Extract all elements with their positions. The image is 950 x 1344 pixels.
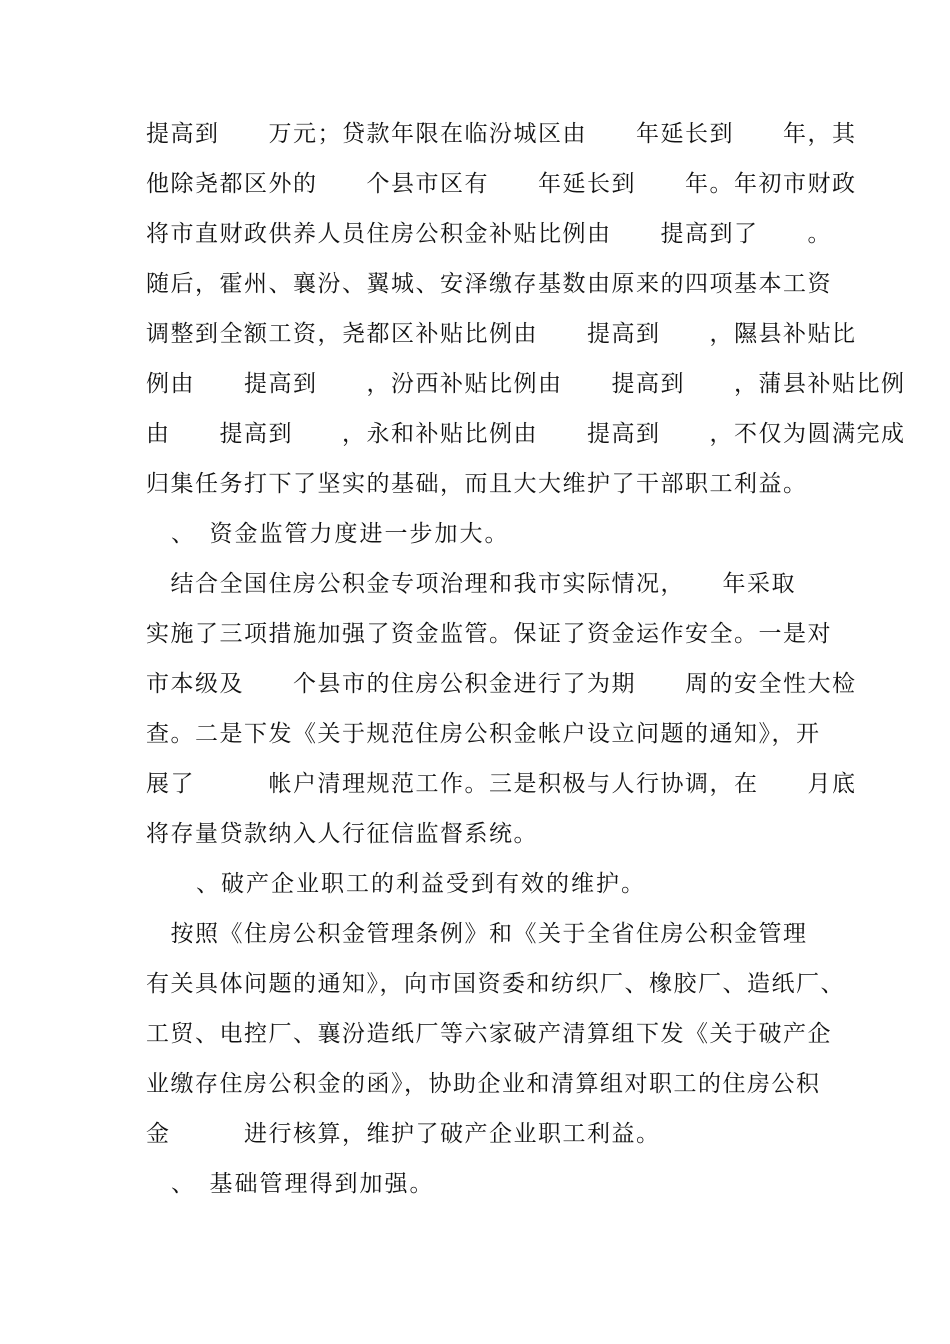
- section-heading: 、 基础管理得到加强。: [146, 1171, 435, 1197]
- text-line: 调整到全额工资，尧都区补贴比例由 提高到 ，隰县补贴比: [146, 321, 857, 347]
- section-heading: 、 资金监管力度进一步加大。: [146, 521, 510, 547]
- text-line: 市本级及 个县市的住房公积金进行了为期 周的安全性大检: [146, 671, 857, 697]
- text-line: 有关具体问题的通知》，向市国资委和纺织厂、橡胶厂、造纸厂、: [146, 971, 845, 997]
- text-line: 结合全国住房公积金专项治理和我市实际情况， 年采取: [146, 571, 796, 597]
- text-line: 业缴存住房公积金的函》，协助企业和清算组对职工的住房公积: [146, 1071, 821, 1097]
- section-heading: 、破产企业职工的利益受到有效的维护。: [146, 871, 646, 897]
- text-line: 工贸、电控厂、襄汾造纸厂等六家破产清算组下发《关于破产企: [146, 1021, 832, 1047]
- text-line: 他除尧都区外的 个县市区有 年延长到 年。年初市财政: [146, 171, 857, 197]
- text-line: 按照《住房公积金管理条例》和《关于全省住房公积金管理: [146, 921, 808, 947]
- text-line: 例由 提高到 ，汾西补贴比例由 提高到 ，蒲县补贴比例: [146, 371, 906, 397]
- text-line: 由 提高到 ，永和补贴比例由 提高到 ，不仅为圆满完成: [146, 421, 906, 447]
- text-line: 归集任务打下了坚实的基础，而且大大维护了干部职工利益。: [146, 471, 808, 497]
- text-line: 查。二是下发《关于规范住房公积金帐户设立问题的通知》，开: [146, 721, 821, 747]
- text-line: 将存量贷款纳入人行征信监督系统。: [146, 821, 538, 847]
- text-line: 提高到 万元；贷款年限在临汾城区由 年延长到 年，其: [146, 121, 857, 147]
- text-line: 实施了三项措施加强了资金监管。保证了资金运作安全。一是对: [146, 621, 832, 647]
- text-line: 展了 帐户清理规范工作。三是积极与人行协调，在 月底: [146, 771, 857, 797]
- text-line: 金 进行核算，维护了破产企业职工利益。: [146, 1121, 661, 1147]
- text-line: 将市直财政供养人员住房公积金补贴比例由 提高到了 。: [146, 221, 832, 247]
- text-line: 随后，霍州、襄汾、翼城、安泽缴存基数由原来的四项基本工资: [146, 271, 832, 297]
